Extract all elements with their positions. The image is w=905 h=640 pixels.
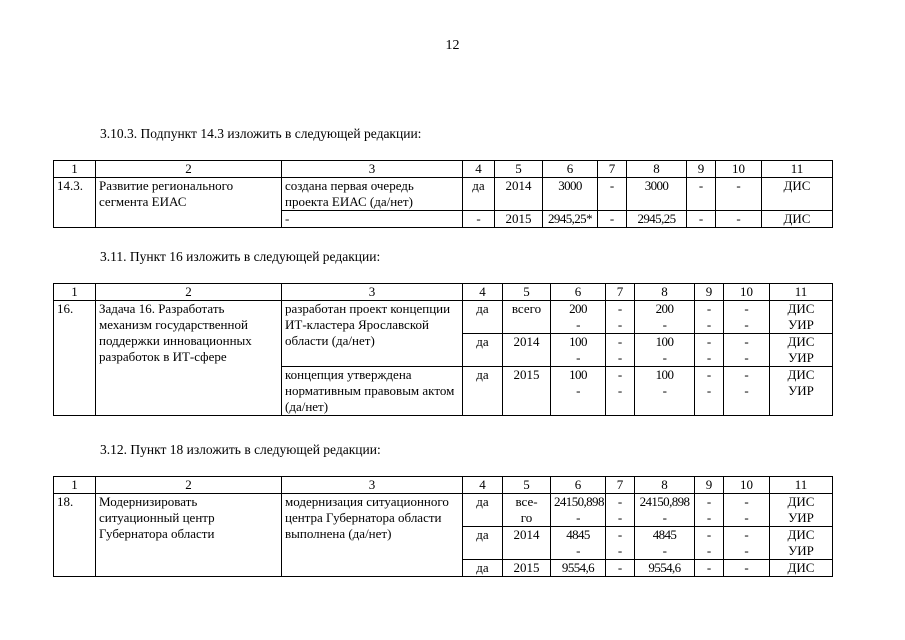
- col-header: 4: [463, 161, 495, 178]
- col-header: 1: [54, 284, 96, 301]
- value-cell-c7: -: [598, 178, 627, 211]
- col-header: 3: [282, 477, 463, 494]
- item-title: Развитие регионального сегмента ЕИАС: [96, 178, 282, 228]
- col-header: 6: [551, 477, 606, 494]
- item-title: Модернизировать ситуационный центр Губернатора области: [96, 494, 282, 577]
- value-cell-c4: да: [463, 560, 503, 577]
- value-cell-c6: 100 -: [551, 334, 606, 367]
- value-cell-c11: ДИС: [762, 178, 833, 211]
- value-cell-c9: -: [687, 178, 716, 211]
- value-cell-c7: - -: [606, 301, 635, 334]
- value-cell-c6: 200 -: [551, 301, 606, 334]
- value-cell-c5: 2015: [503, 560, 551, 577]
- value-cell-c9: - -: [695, 367, 724, 416]
- value-cell-c8: 3000: [627, 178, 687, 211]
- value-cell-c5: все- го: [503, 494, 551, 527]
- value-cell-c5: 2015: [495, 211, 543, 228]
- value-cell-c9: -: [687, 211, 716, 228]
- col-header: 8: [635, 284, 695, 301]
- section-heading-16: 3.11. Пункт 16 изложить в следующей редакции:: [100, 249, 381, 264]
- col-header: 6: [551, 284, 606, 301]
- value-cell-c7: -: [606, 560, 635, 577]
- value-cell-c5: 2015: [503, 367, 551, 416]
- table-row: [54, 178, 833, 211]
- item-number: 16.: [54, 301, 96, 416]
- value-cell-c4: да: [463, 334, 503, 367]
- value-cell-c6: 2945,25*: [543, 211, 598, 228]
- value-cell-c11: ДИС УИР: [770, 301, 833, 334]
- value-cell-c9: - -: [695, 301, 724, 334]
- col-header: 2: [96, 161, 282, 178]
- indicator-text: разработан проект концепции ИТ-кластера Ярославской области (да/нет): [282, 301, 463, 367]
- value-cell-c7: - -: [606, 494, 635, 527]
- col-header: 3: [282, 284, 463, 301]
- value-cell-c8: 24150,898 -: [635, 494, 695, 527]
- col-header: 1: [54, 161, 96, 178]
- value-cell-c4: да: [463, 494, 503, 527]
- table-14-3: [53, 160, 833, 228]
- col-header: 10: [716, 161, 762, 178]
- value-cell-c10: - -: [724, 367, 770, 416]
- col-header: 7: [606, 284, 635, 301]
- value-cell-c11: ДИС УИР: [770, 334, 833, 367]
- col-header: 9: [695, 284, 724, 301]
- value-cell-c8: 200 -: [635, 301, 695, 334]
- col-header: 4: [463, 477, 503, 494]
- value-cell-c6: 24150,898 -: [551, 494, 606, 527]
- column-number-row: [54, 477, 833, 494]
- value-cell-c10: -: [724, 560, 770, 577]
- value-cell-c11: ДИС: [762, 211, 833, 228]
- col-header: 2: [96, 284, 282, 301]
- col-header: 4: [463, 284, 503, 301]
- section-heading-14-3: 3.10.3. Подпункт 14.3 изложить в следующей редакции:: [100, 126, 422, 141]
- value-cell-c6: 3000: [543, 178, 598, 211]
- value-cell-c4: да: [463, 527, 503, 560]
- value-cell-c4: да: [463, 301, 503, 334]
- col-header: 2: [96, 477, 282, 494]
- indicator-text: создана первая очередь проекта ЕИАС (да/нет): [282, 178, 463, 211]
- value-cell-c8: 9554,6: [635, 560, 695, 577]
- value-cell-c8: 4845 -: [635, 527, 695, 560]
- table-row: [54, 301, 833, 334]
- col-header: 7: [606, 477, 635, 494]
- value-cell-c11: ДИС УИР: [770, 494, 833, 527]
- value-cell-c8: 100 -: [635, 367, 695, 416]
- value-cell-c5: 2014: [495, 178, 543, 211]
- value-cell-c11: ДИС УИР: [770, 527, 833, 560]
- value-cell-c10: -: [716, 178, 762, 211]
- value-cell-c9: - -: [695, 527, 724, 560]
- value-cell-c9: -: [695, 560, 724, 577]
- item-number: 14.3.: [54, 178, 96, 228]
- col-header: 11: [762, 161, 833, 178]
- value-cell-c10: - -: [724, 301, 770, 334]
- col-header: 6: [543, 161, 598, 178]
- value-cell-c8: 100 -: [635, 334, 695, 367]
- value-cell-c4: да: [463, 178, 495, 211]
- value-cell-c6: 100 -: [551, 367, 606, 416]
- col-header: 10: [724, 477, 770, 494]
- col-header: 5: [503, 284, 551, 301]
- value-cell-c9: - -: [695, 494, 724, 527]
- col-header: 9: [695, 477, 724, 494]
- indicator-text: концепция утверждена нормативным правовым актом (да/нет): [282, 367, 463, 416]
- value-cell-c7: - -: [606, 527, 635, 560]
- value-cell-c7: - -: [606, 367, 635, 416]
- value-cell-c5: 2014: [503, 527, 551, 560]
- value-cell-c11: ДИС УИР: [770, 367, 833, 416]
- value-cell-c11: ДИС: [770, 560, 833, 577]
- value-cell-c10: - -: [724, 334, 770, 367]
- indicator-text: модернизация ситуационного центра Губернатора области выполнена (да/нет): [282, 494, 463, 577]
- col-header: 1: [54, 477, 96, 494]
- value-cell-c4: -: [463, 211, 495, 228]
- value-cell-c8: 2945,25: [627, 211, 687, 228]
- col-header: 5: [495, 161, 543, 178]
- col-header: 10: [724, 284, 770, 301]
- indicator-text: -: [282, 211, 463, 228]
- col-header: 8: [627, 161, 687, 178]
- page-number: 12: [445, 38, 460, 53]
- value-cell-c5: всего: [503, 301, 551, 334]
- value-cell-c5: 2014: [503, 334, 551, 367]
- value-cell-c7: -: [598, 211, 627, 228]
- value-cell-c4: да: [463, 367, 503, 416]
- value-cell-c10: - -: [724, 527, 770, 560]
- section-heading-18: 3.12. Пункт 18 изложить в следующей редакции:: [100, 442, 381, 457]
- col-header: 9: [687, 161, 716, 178]
- col-header: 7: [598, 161, 627, 178]
- col-header: 3: [282, 161, 463, 178]
- table-row: [54, 494, 833, 527]
- value-cell-c9: - -: [695, 334, 724, 367]
- value-cell-c7: - -: [606, 334, 635, 367]
- value-cell-c6: 9554,6: [551, 560, 606, 577]
- col-header: 8: [635, 477, 695, 494]
- column-number-row: [54, 284, 833, 301]
- value-cell-c6: 4845 -: [551, 527, 606, 560]
- table-16: [53, 283, 833, 416]
- value-cell-c10: -: [716, 211, 762, 228]
- col-header: 11: [770, 477, 833, 494]
- col-header: 11: [770, 284, 833, 301]
- table-18: [53, 476, 833, 577]
- value-cell-c10: - -: [724, 494, 770, 527]
- col-header: 5: [503, 477, 551, 494]
- item-number: 18.: [54, 494, 96, 577]
- column-number-row: [54, 161, 833, 178]
- item-title: Задача 16. Разработать механизм государственной поддержки инновационных разработок в ИТ-сфере: [96, 301, 282, 416]
